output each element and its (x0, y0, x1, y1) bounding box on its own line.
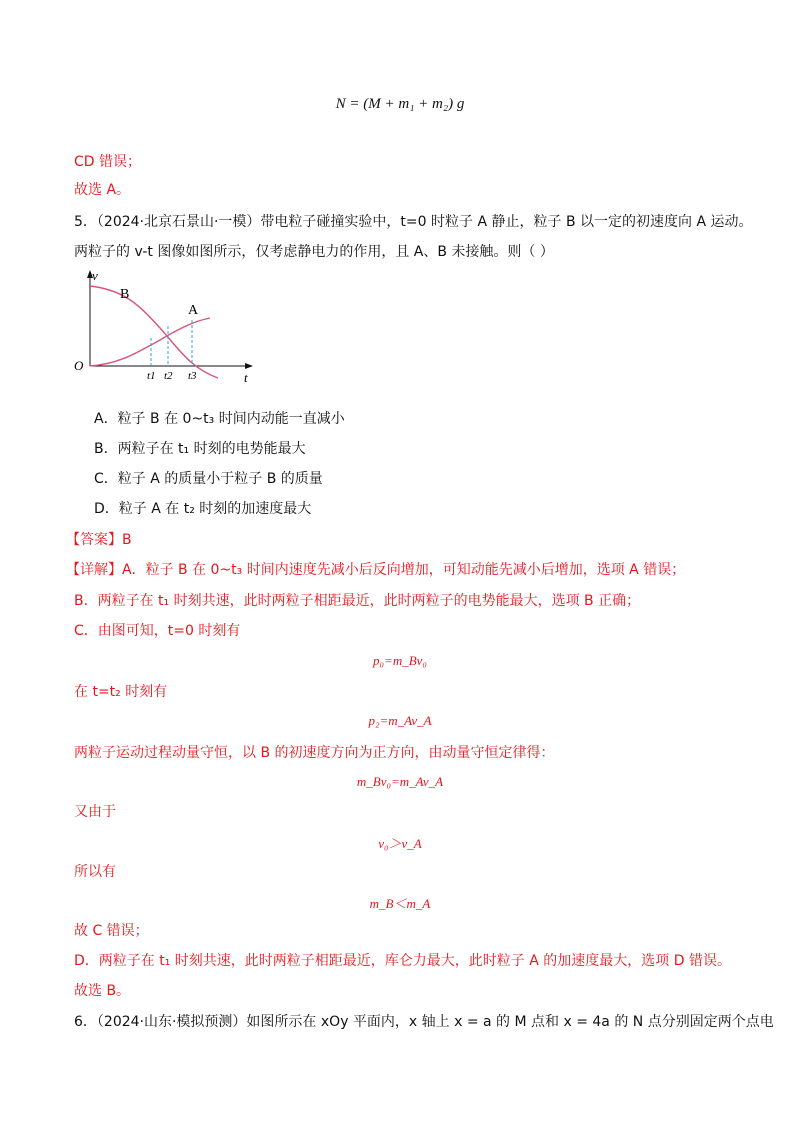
q5-option-a: A．粒子 B 在 0~t₃ 时间内动能一直减小 (94, 411, 345, 427)
equation-2: p₂=m_Av_A (368, 713, 432, 728)
equation-1: p₀=m_Bv₀ (373, 653, 427, 668)
equation-4: v₀＞v_A (378, 836, 422, 851)
q5-option-b: B．两粒子在 t₁ 时刻的电势能最大 (94, 441, 306, 457)
origin-label: O (74, 358, 84, 373)
equation-3: m_Bv₀=m_Av_A (356, 774, 444, 789)
answer-line: 【答案】B (66, 532, 132, 548)
detail-line-10: 故选 B。 (74, 983, 131, 999)
detail-line-9: D．两粒子在 t₁ 时刻共速，此时两粒子相距最近，库仑力最大，此时粒子 A 的加速度最大，选项 D 错误。 (74, 953, 731, 969)
x-axis-label: t (244, 370, 248, 385)
detail-line-1: 【详解】A．粒子 B 在 0~t₃ 时间内速度先减小后反向增加，可知动能先减小后增加，选项 A 错误； (66, 562, 686, 578)
detail-line-5: 两粒子运动过程动量守恒，以 B 的初速度方向为正方向，由动量守恒定律得： (74, 745, 555, 761)
tick-t1: t1 (147, 370, 156, 382)
detail-line-3: C．由图可知，t=0 时刻有 (74, 623, 241, 639)
cd-wrong-line: CD 错误； (74, 154, 142, 170)
equation-5: m_B＜m_A (369, 896, 431, 911)
detail-line-6: 又由于 (74, 804, 116, 820)
curve-a-label: A (188, 303, 199, 318)
detail-line-8: 故 C 错误； (74, 923, 149, 939)
q5-stem-line1: 5．（2024·北京石景山·一模）带电粒子碰撞实验中，t=0 时粒子 A 静止，粒子 B 以一定的初速度向 A 运动。 (74, 214, 753, 230)
q5-stem-line2: 两粒子的 v-t 图像如图所示，仅考虑静电力的作用，且 A、B 未接触。则（ ） (74, 244, 554, 260)
tick-t3: t3 (188, 370, 197, 382)
y-axis-label: v (92, 268, 98, 283)
x-axis-arrow (245, 363, 253, 369)
tick-t2: t2 (164, 370, 173, 382)
choose-a-line: 故选 A。 (74, 182, 131, 198)
q6-stem-line1: 6．（2024·山东·模拟预测）如图所示在 xOy 平面内，x 轴上 x = a 的 M 点和 x = 4a 的 N 点分别固定两个点电 (74, 1014, 774, 1030)
detail-line-2: B．两粒子在 t₁ 时刻共速，此时两粒子相距最近，此时两粒子的电势能最大，选项 B 正确； (74, 593, 641, 609)
top-equation: N = (M + m₁ + m₂) g (335, 96, 465, 112)
curve-b-label: B (120, 287, 130, 302)
q5-option-c: C．粒子 A 的质量小于粒子 B 的质量 (94, 471, 323, 487)
q5-option-d: D．粒子 A 在 t₂ 时刻的加速度最大 (94, 501, 312, 517)
vt-graph (70, 266, 270, 388)
curve-b (90, 286, 218, 378)
detail-line-4: 在 t=t₂ 时刻有 (74, 684, 168, 700)
detail-line-7: 所以有 (74, 864, 116, 880)
